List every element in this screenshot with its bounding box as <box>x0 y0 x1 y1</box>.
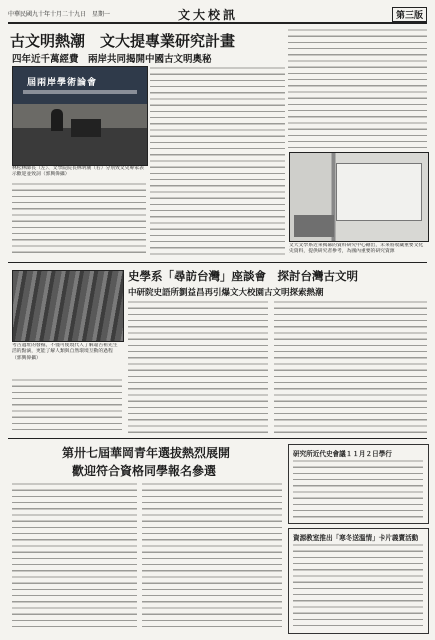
side-box-1-body <box>293 459 423 519</box>
lead-photo-caption: 林松林師長（左）、文學院院長林明潮（右）分別致文史專家表示歡迎並致詞（郭興偉攝） <box>12 166 144 178</box>
lead-body-col-2 <box>150 66 285 256</box>
second-body-col-1 <box>12 378 122 433</box>
page-number: 第三版 <box>392 7 427 22</box>
lead-body-col-1 <box>12 182 146 258</box>
photo-banner: 屆兩岸學術論會 <box>27 78 98 88</box>
side-box-2-title: 資源教室推出「寒冬送溫情」卡片義賣活動 <box>293 534 419 542</box>
second-photo <box>12 270 124 342</box>
photo-banner-strip <box>23 90 137 94</box>
right-photo-caption: 文大文學系近來揭幕的資料研究中心剛出，未來將收藏重要文化史資料，提供研究者參考，為國內重要的研究資源 <box>289 243 424 255</box>
section-divider-2 <box>8 438 427 439</box>
lead-headline: 古文明熱潮 文大提專業研究計畫 <box>10 32 236 50</box>
side-box-1-title: 研究所近代史會議１１月２日學行 <box>293 450 392 458</box>
third-body-col-2 <box>142 482 282 632</box>
side-box-2-body <box>293 543 423 629</box>
second-photo-caption: 考古遺址的發掘，不僅可使現代人了解遠古祖先生活的點滴，更能了解人類與自然環境互動的過程（郭興偉攝） <box>12 343 118 361</box>
right-photo <box>289 152 429 242</box>
lead-body-col-3 <box>288 28 427 148</box>
screen-panel <box>336 163 422 221</box>
side-box-charity-sale <box>288 528 429 634</box>
lead-photo <box>12 66 148 166</box>
lead-subhead: 四年近千萬經費 兩岸共同揭開中國古文明奧秘 <box>12 54 212 65</box>
masthead: 文大校訊 <box>178 8 239 22</box>
issue-date: 中華民國九十年十月二十九日 星期一 <box>8 11 111 18</box>
section-divider-1 <box>8 262 427 263</box>
third-subhead: 歡迎符合資格同學報名參選 <box>72 464 217 478</box>
podium <box>71 119 101 137</box>
side-box-history-meeting <box>288 444 429 524</box>
second-headline: 史學系「尋訪台灣」座談會 探討台灣古文明 <box>128 269 358 283</box>
page-header <box>8 6 427 24</box>
speaker-figure <box>51 109 63 131</box>
second-body-col-2 <box>128 300 268 433</box>
second-body-col-3 <box>274 300 427 433</box>
desk-shelf <box>294 215 334 237</box>
third-headline: 第卅七屆華岡青年選拔熱烈展開 <box>62 446 231 460</box>
third-body-col-1 <box>12 482 137 632</box>
second-subhead: 中研院史語所劉益昌再引爆文大校園古文明探索熱潮 <box>128 288 324 298</box>
